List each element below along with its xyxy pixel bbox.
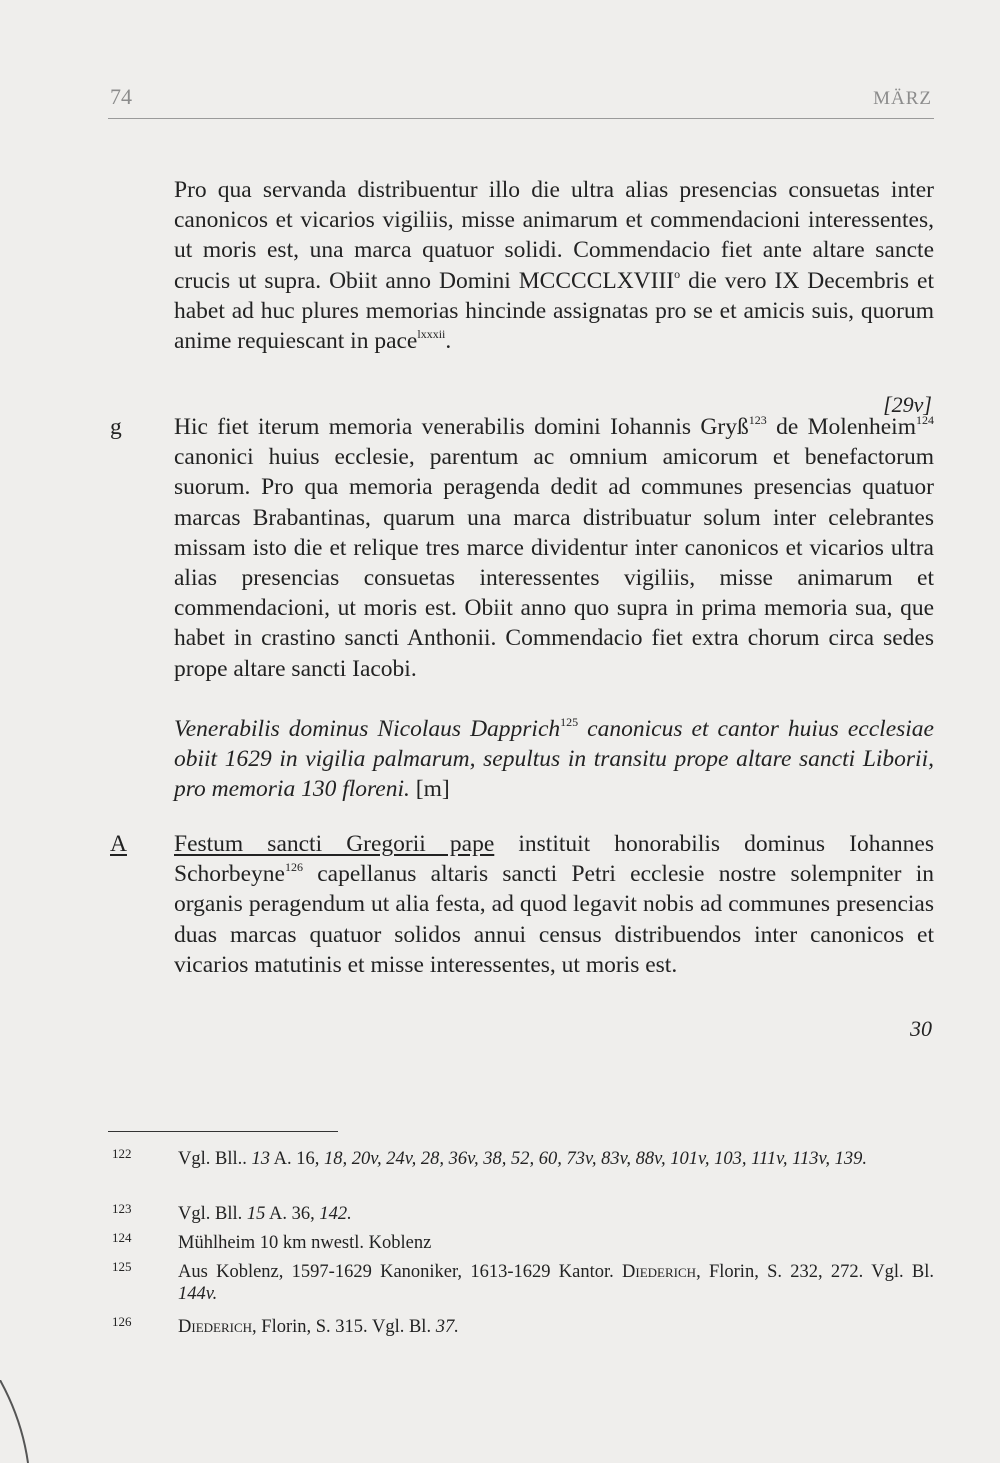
footnote-122: 122 Vgl. Bll.. 13 A. 16, 18, 20v, 24v, 28, 36v, 38, 52, 60, 73v, 83v, 88v, 101v, 103, 111v, 113v, 139. bbox=[112, 1146, 868, 1169]
running-head: MÄRZ bbox=[873, 88, 932, 109]
entry-text: Venerabilis dominus Nicolaus Dapprich$^{125}$ canonicus et cantor huius ecclesiae obiit 1629 in vigilia palmarum, sepultus in transitu prope altare sancti Liborii, pro memoria 130 floreni. [m] bbox=[174, 715, 934, 803]
footnote-ref-125[interactable]: 125 bbox=[560, 715, 579, 729]
entry-gregorii bbox=[174, 829, 934, 980]
footnote-124: 124 Mühlheim 10 km nwestl. Koblenz bbox=[112, 1230, 432, 1253]
margin-letter-g: g bbox=[110, 414, 122, 440]
entry-text: Hic fiet iterum memoria venerabilis domini Iohannis Gryß$^{123}$ de Molenheim$^{124}$ canonici huius ecclesie, parentum ac omnium amicorum et benefactorum suorum. Pro qua memoria peragenda dedit ad communes presencias quatuor marcas Brabantinas, quarum una marca distribuatur solum inter celebrantes missam isto die et relique tres marce dividentur inter canonicos et vicarios ultra alias presencias consuetas interessentes vigiliis, misse animarum et commendacioni, ut moris est. Obiit anno quo supra in prima memoria sua, que habet in crastino sancti Anthonii. Commendacio fiet extra chorum circa sedes prope altare sancti Iacobi. bbox=[174, 413, 934, 682]
entry-gryss bbox=[174, 412, 934, 684]
note-ref-lxxxii: lxxxii bbox=[417, 327, 446, 342]
paragraph-text: Pro qua servanda distribuentur illo die ultra alias presencias consuetas inter canonicos et vicarios vigiliis, misse animarum et commendacioni interessentes, ut moris est, una marca quatuor solidi. Commendacio fiet ante altare sancte crucis ut supra. Obiit anno Domini MCCCCLXVIII$^o$ die vero IX Decembris et habet ad huc plures memorias hincinde assignatas pro se et amicis suis, quorum anime requiescant in pace$^{lxxxii}$. bbox=[174, 177, 934, 355]
footnote-ref-124[interactable]: 124 bbox=[916, 413, 934, 427]
footnote-rule bbox=[108, 1131, 338, 1132]
superscript-o: o bbox=[674, 266, 681, 281]
paragraph-commendacio bbox=[174, 175, 934, 356]
margin-letter-A: A bbox=[110, 831, 127, 857]
entry-text: Festum sancti Gregorii pape instituit honorabilis dominus Iohannes Schorbeyne$^{126}$ capellanus altaris sancti Petri ecclesie nostre solempniter in organis peragendum ut alia festa, ad quod legavit nobis ad communes presencias duas marcas quatuor solidos annui census distribuendos inter canonicos et vicarios matutinis et misse interessentes, ut moris est. bbox=[174, 831, 934, 978]
feast-title: Festum sancti Gregorii pape bbox=[174, 831, 495, 857]
footnote-126: 126 Diederich, Florin, S. 315. Vgl. Bl. 37. bbox=[112, 1314, 459, 1337]
line-number: 30 bbox=[910, 1016, 932, 1041]
entry-dapprich bbox=[174, 714, 934, 805]
footnote-123: 123 Vgl. Bll. 15 A. 36, 142. bbox=[112, 1201, 352, 1224]
footnote-125: 125 Aus Koblenz, 1597-1629 Kanoniker, 1613-1629 Kantor. Diederich, Florin, S. 232, 272. Vgl. Bl. 144v. bbox=[112, 1259, 934, 1304]
page-header bbox=[108, 78, 934, 119]
footnote-ref-123[interactable]: 123 bbox=[748, 413, 767, 427]
folio-marker: [29v] bbox=[883, 392, 932, 417]
footnote-ref-126[interactable]: 126 bbox=[284, 860, 303, 875]
page-edge-shadow bbox=[0, 1380, 40, 1463]
page-number: 74 bbox=[110, 84, 132, 109]
